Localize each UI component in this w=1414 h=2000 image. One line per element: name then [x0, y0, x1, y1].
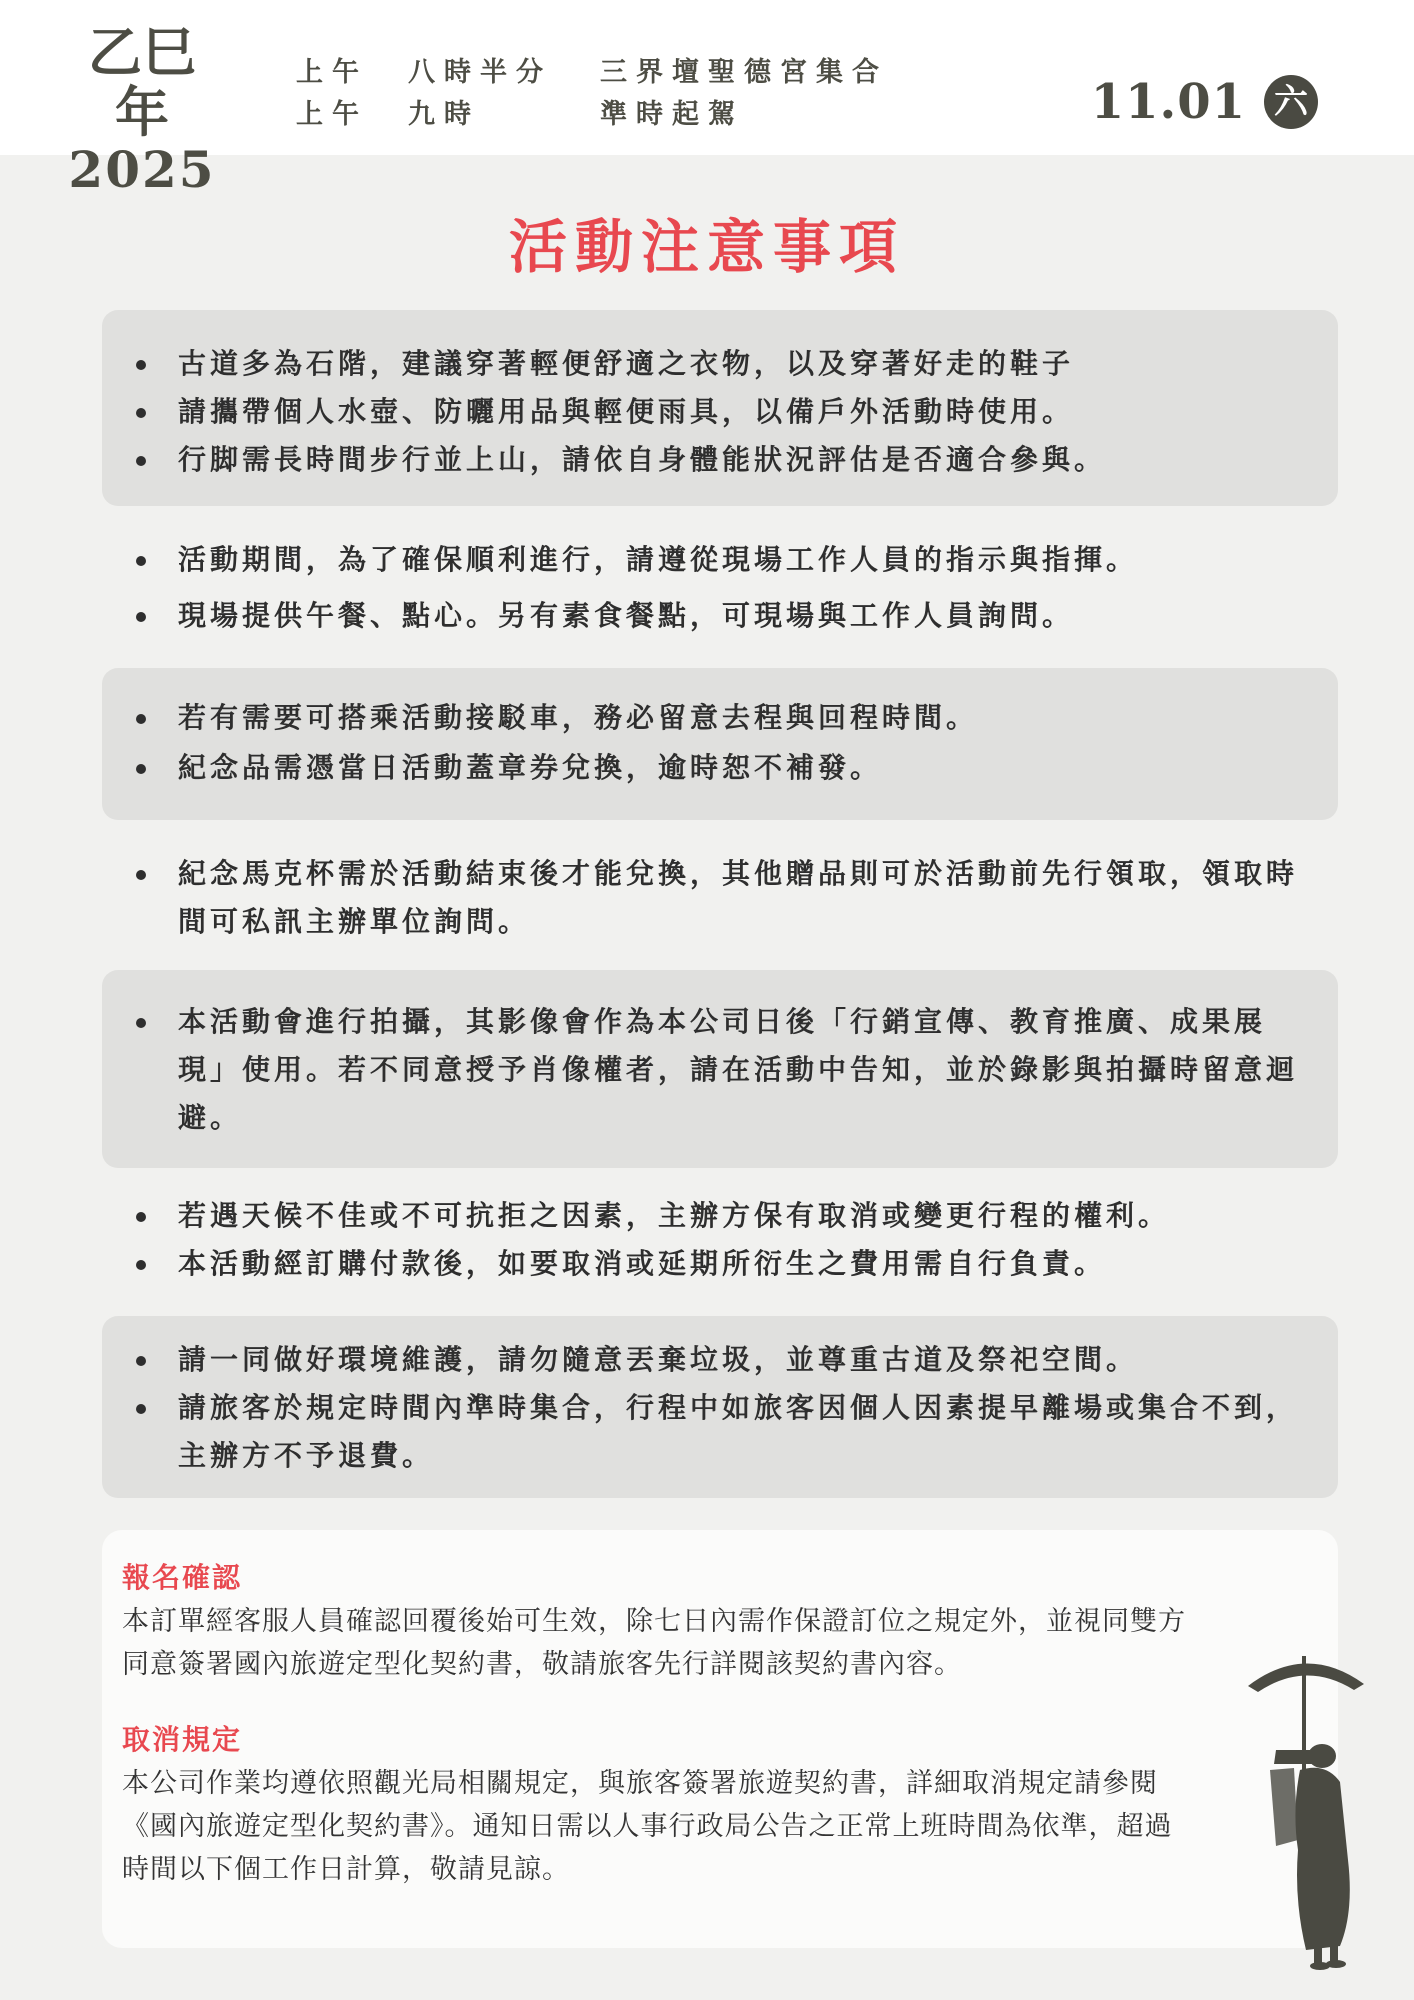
- bullet-icon: [136, 714, 146, 724]
- year-number: 2025: [68, 140, 216, 199]
- date-block: [1091, 74, 1318, 130]
- list-item: 若有需要可搭乘活動接駁車，務必留意去程與回程時間。: [132, 694, 1314, 742]
- notice-section: [102, 970, 1338, 1168]
- list-item: 紀念品需憑當日活動蓋章券兌換，逾時恕不補發。: [132, 744, 1314, 792]
- list-item: 紀念馬克杯需於活動結束後才能兌換，其他贈品則可於活動前先行領取，領取時間可私訊主辦單位詢問。: [132, 850, 1314, 946]
- bullet-icon: [136, 556, 146, 566]
- year-block: [62, 22, 222, 198]
- bullet-icon: [136, 870, 146, 880]
- notice-section: [102, 846, 1338, 956]
- cancel-title: 取消規定: [122, 1723, 243, 1756]
- date: 11.01: [1090, 74, 1246, 130]
- schedule-event: 準時起駕: [600, 99, 744, 130]
- list-item: 請一同做好環境維護，請勿隨意丟棄垃圾，並尊重古道及祭祀空間。: [132, 1336, 1314, 1384]
- registration-body: 本訂單經客服人員確認回覆後始可生效，除七日內需作保證訂位之規定外，並視同雙方同意簽署國內旅遊定型化契約書，敬請旅客先行詳閱該契約書內容。: [122, 1606, 1186, 1680]
- bullet-icon: [136, 764, 146, 774]
- schedule-period: 上午: [296, 99, 368, 130]
- page-title: 活動注意事項: [508, 213, 905, 281]
- bullet-icon: [136, 408, 146, 418]
- cancel-body: 本公司作業均遵依照觀光局相關規定，與旅客簽署旅遊契約書，詳細取消規定請參閱《國內旅遊定型化契約書》。通知日需以人事行政局公告之正常上班時間為依準，超過時間以下個工作日計算，敬請見諒。: [122, 1768, 1173, 1885]
- bullet-icon: [136, 1260, 146, 1270]
- list-item: 現場提供午餐、點心。另有素食餐點，可現場與工作人員詢問。: [132, 592, 1314, 640]
- registration-title: 報名確認: [122, 1561, 243, 1594]
- schedule-time: 九時: [408, 99, 480, 130]
- list-item: 本活動會進行拍攝，其影像會作為本公司日後「行銷宣傳、教育推廣、成果展現」使用。若不同意授予肖像權者，請在活動中告知，並於錄影與拍攝時留意迴避。: [132, 998, 1314, 1142]
- schedule-period: 上午: [296, 57, 368, 88]
- list-item: 若遇天候不佳或不可抗拒之因素，主辦方保有取消或變更行程的權利。: [132, 1192, 1314, 1240]
- bullet-icon: [136, 1356, 146, 1366]
- list-item: 請攜帶個人水壺、防曬用品與輕便雨具，以備戶外活動時使用。: [132, 388, 1314, 436]
- notice-section: [102, 1316, 1338, 1498]
- list-item: 請旅客於規定時間內準時集合，行程中如旅客因個人因素提早離場或集合不到，主辦方不予退費。: [132, 1384, 1314, 1480]
- bullet-icon: [136, 360, 146, 370]
- bullet-icon: [136, 1404, 146, 1414]
- terms-panel: [102, 1530, 1338, 1948]
- notice-section: [102, 668, 1338, 820]
- schedule-event: 三界壇聖德宮集合: [600, 57, 888, 88]
- umbrella-pilgrim-illustration: [1236, 1650, 1386, 1975]
- weekday-badge: 六: [1264, 75, 1318, 129]
- bullet-icon: [136, 612, 146, 622]
- notice-section: [102, 1190, 1338, 1290]
- list-item: 活動期間，為了確保順利進行，請遵從現場工作人員的指示與指揮。: [132, 536, 1314, 584]
- bullet-icon: [136, 456, 146, 466]
- list-item: 行脚需長時間步行並上山，請依自身體能狀況評估是否適合參與。: [132, 436, 1314, 484]
- list-item: 本活動經訂購付款後，如要取消或延期所衍生之費用需自行負責。: [132, 1240, 1314, 1288]
- schedule-time: 八時半分: [408, 57, 552, 88]
- notice-section: [102, 310, 1338, 506]
- list-item: 古道多為石階，建議穿著輕便舒適之衣物，以及穿著好走的鞋子: [132, 340, 1314, 388]
- bullet-icon: [136, 1018, 146, 1028]
- header: [0, 0, 1414, 199]
- year-zodiac: 乙巳年: [88, 20, 196, 144]
- bullet-icon: [136, 1212, 146, 1222]
- notice-section: [102, 530, 1338, 650]
